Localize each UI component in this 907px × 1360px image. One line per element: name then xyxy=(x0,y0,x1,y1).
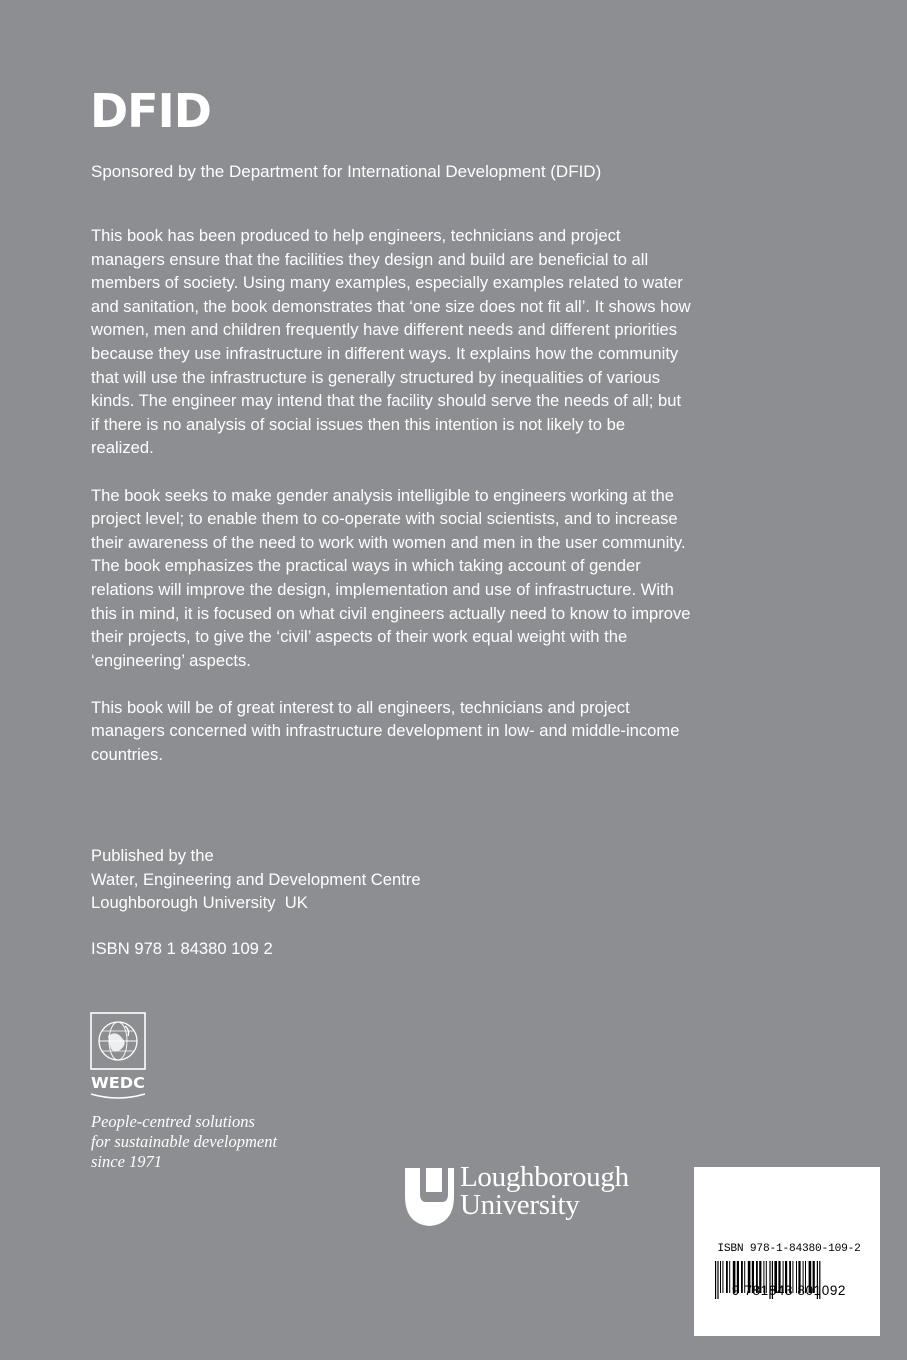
sponsor-line: Sponsored by the Department for International Development (DFID) xyxy=(91,162,602,181)
tagline-line: for sustainable development xyxy=(91,1131,278,1151)
tagline-line: People-centred solutions xyxy=(91,1112,255,1131)
barcode-digits: 9 781843 801092 xyxy=(731,1283,847,1298)
publisher-line: Loughborough University UK xyxy=(91,893,308,913)
loughborough-name-line: University xyxy=(460,1189,580,1221)
isbn-text: ISBN 978 1 84380 109 2 xyxy=(91,939,273,958)
dfid-logo: DFID xyxy=(90,84,211,138)
back-cover-blurb xyxy=(91,224,691,790)
blurb-paragraph: This book will be of great interest to all engineers, technicians and project managers concerned with infrastructure development in low- and middle-income countries. xyxy=(91,697,680,765)
barcode-box xyxy=(694,1167,880,1336)
publisher-line: Published by the xyxy=(91,846,214,865)
wedc-tagline xyxy=(91,1112,351,1171)
wedc-logo-text: WEDC xyxy=(91,1074,145,1092)
loughborough-wordmark xyxy=(460,1163,629,1219)
loughborough-name-line: Loughborough xyxy=(460,1161,629,1193)
barcode-isbn-label: ISBN 978-1-84380-109-2 xyxy=(717,1243,861,1255)
blurb-paragraph: The book seeks to make gender analysis intelligible to engineers working at the project level; to enable them to co-operate with social scientists, and to increase their awareness of the need to work with women and men in the user community. The book emphasizes the practical ways in which taking account of gender relations will improve the design, implementation and use of infrastructure. With this in mind, it is focused on what civil engineers actually need to know to improve their projects, to give the ‘civil’ aspects of their work equal weight with the ‘engineering’ aspects. xyxy=(91,485,691,670)
publisher-block xyxy=(91,844,551,915)
publisher-line: Water, Engineering and Development Centre xyxy=(91,869,421,889)
tagline-line: since 1971 xyxy=(91,1151,163,1171)
loughborough-shield-icon xyxy=(404,1166,464,1228)
blurb-paragraph: This book has been produced to help engineers, technicians and project managers ensure that the facilities they design and build are beneficial to all members of society. Using many examples, especially examples related to water and sanitation, the book demonstrates that ‘one size does not fit all’. It shows how women, men and children frequently have different needs and different priorities because they use infrastructure in different ways. It explains how the community that will use the infrastructure is generally structured by inequalities of various kinds. The engineer may intend that the facility should serve the needs of all; but if there is no analysis of social issues then this intention is not likely to be realized. xyxy=(91,226,691,458)
wedc-logo xyxy=(90,1012,148,1104)
